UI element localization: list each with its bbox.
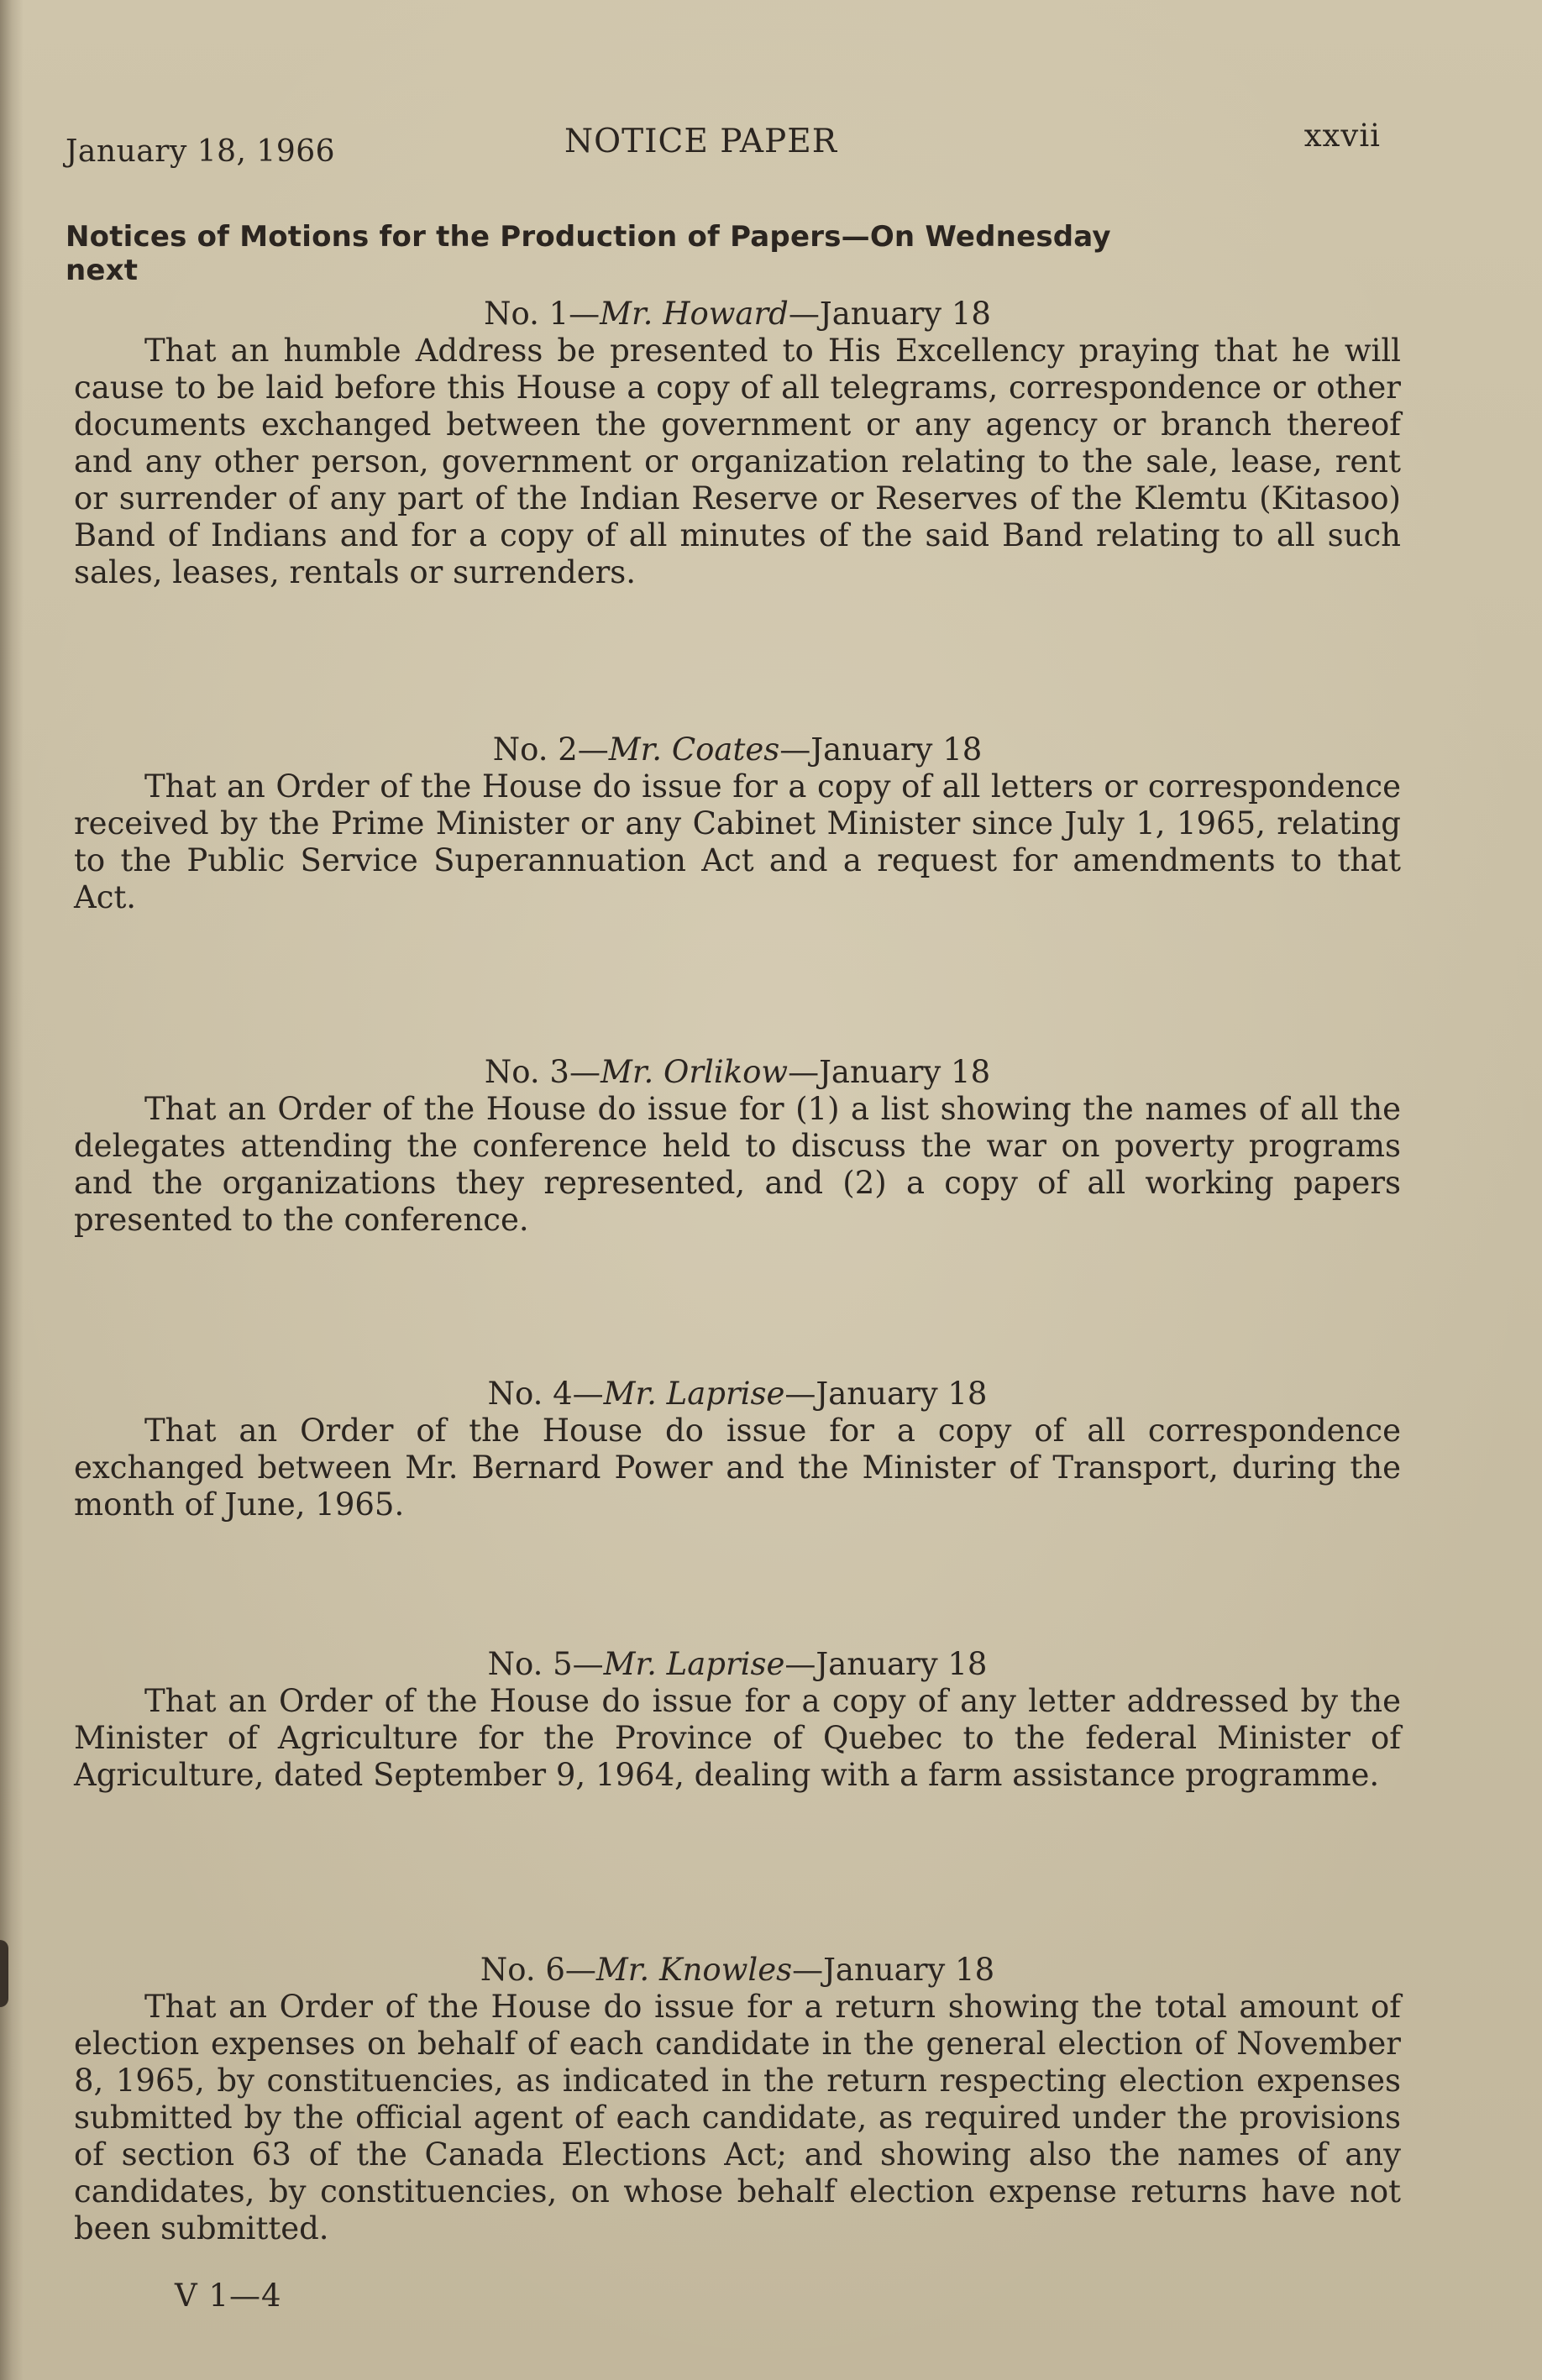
notice-date: —January 18: [788, 1054, 991, 1090]
page-header: [66, 118, 1381, 168]
notice-item: [74, 1646, 1401, 1794]
notice-item: [74, 1054, 1401, 1239]
notice-text: That an Order of the House do issue for (1) a list showing the names of all the delegates attending the conference held to discuss the war on poverty programs and the organizations they represented, and (2) a copy of all working papers presented to the conference.: [74, 1091, 1401, 1238]
notice-item: [74, 731, 1401, 916]
notice-number: No. 1—: [484, 296, 601, 332]
notice-member: Mr. Howard: [600, 296, 789, 332]
notice-number: No. 5—: [487, 1646, 604, 1682]
notice-number: No. 2—: [492, 731, 609, 768]
notice-member: Mr. Laprise: [603, 1376, 785, 1412]
header-date: January 18, 1966: [66, 134, 336, 169]
notice-number: No. 6—: [480, 1952, 596, 1988]
notice-number: No. 3—: [484, 1054, 601, 1090]
notice-member: Mr. Coates: [608, 731, 780, 768]
notice-member: Mr. Laprise: [603, 1646, 785, 1682]
page-edge-mark: [0, 1940, 8, 2007]
binding-shadow: [0, 0, 24, 2380]
notice-number: No. 4—: [487, 1376, 604, 1412]
notice-title: [74, 731, 1401, 768]
notice-member: Mr. Orlikow: [600, 1054, 789, 1090]
notice-text: That an Order of the House do issue for a copy of any letter addressed by the Minister of Agriculture for the Province of Quebec to the federal Minister of Agriculture, dated September 9, 1964, dealing with a farm assistance programme.: [74, 1683, 1401, 1793]
signature-mark: V 1—4: [175, 2278, 282, 2314]
page-number: xxvii: [1303, 118, 1381, 154]
notice-text: That an Order of the House do issue for a return showing the total amount of election expenses on behalf of each candidate in the general election of November 8, 1965, by constituencies, as indicated in the return respecting election expenses submitted by the official agent of each candidate, as required under the provisions of section 63 of the Canada Elections Act; and showing also the names of any candidates, by constituencies, on whose behalf election expense returns have not been submitted.: [74, 1989, 1401, 2246]
notice-date: —January 18: [792, 1952, 995, 1988]
notice-title: [74, 1376, 1401, 1413]
notice-member: Mr. Knowles: [595, 1952, 793, 1988]
notice-title: [74, 1054, 1401, 1091]
notice-item: [74, 296, 1401, 591]
notice-text: That an humble Address be presented to His Excellency praying that he will cause to be laid before this House a copy of all telegrams, correspondence or other documents exchanged between the government or any agency or branch thereof and any other person, government or organization relating to the sale, lease, rent or surrender of any part of the Indian Reserve or Reserves of the Klemtu (Kitasoo) Band of Indians and for a copy of all minutes of the said Band relating to all such sales, leases, rentals or surrenders.: [74, 333, 1401, 590]
notice-text: That an Order of the House do issue for a copy of all letters or correspondence received by the Prime Minister or any Cabinet Minister since July 1, 1965, relating to the Public Service Superannuation Act and a request for amendments to that Act.: [74, 768, 1401, 915]
notice-text: That an Order of the House do issue for a copy of all correspondence exchanged between Mr. Bernard Power and the Minister of Transport, during the month of June, 1965.: [74, 1413, 1401, 1523]
notice-date: —January 18: [779, 731, 983, 768]
notices-list: [74, 296, 1401, 2247]
notice-date: —January 18: [784, 1646, 988, 1682]
section-heading: Notices of Motions for the Production of Papers—On Wednesday next: [66, 220, 1111, 287]
notice-title: [74, 1646, 1401, 1683]
notice-item: [74, 1376, 1401, 1523]
notice-title: [74, 296, 1401, 333]
notice-date: —January 18: [784, 1376, 988, 1412]
notice-date: —January 18: [788, 296, 991, 332]
header-title: NOTICE PAPER: [564, 123, 838, 160]
notice-item: [74, 1952, 1401, 2247]
notice-title: [74, 1952, 1401, 1989]
